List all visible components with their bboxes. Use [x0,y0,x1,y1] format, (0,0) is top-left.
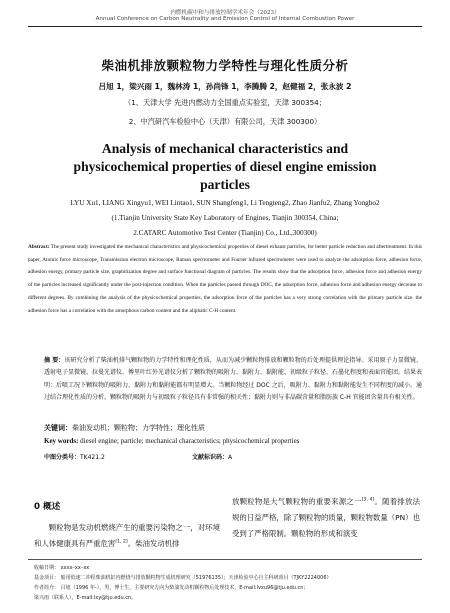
doc-code-value: A [228,454,233,461]
keywords-en-text: diesel engine; particle; mechanical characteristics; physicochemical properties [80,437,300,445]
affiliation-cn-2: 2、中汽研汽车检验中心（天津）有限公司，天津 300300） [128,117,322,126]
abstract-cn-label: 摘 要： [44,357,65,364]
body-right-text: 放颗粒物是大气颗粒物的重要来源之一 [232,497,362,506]
keywords-en-label: Key words: [44,437,79,445]
abstract-cn [44,355,422,405]
body-column-right [232,494,420,542]
citation: [3, 4] [361,497,375,503]
title-en-line-3: particles [200,177,250,192]
citation: [1, 2] [115,539,128,545]
affiliation-en-2: 2.CATARC Automotive Test Center (Tianjin) Co., Ltd.,300300) [133,229,317,237]
abstract-en [28,241,422,317]
footnote-divider [28,559,422,560]
footnote-received: 收稿日期： xxxx–xx–xx [34,565,90,571]
clc-value: TK421.2 [80,454,105,461]
body-column-left [34,520,220,552]
paper-title-en [0,140,450,194]
body-right-text-cont: 。随着排放法规的日益严格，除了颗粒物的质量，颗粒物数量（PN）也受到了严格限制。颗粒物的形成和演变 [232,497,420,538]
section-heading: 0 概述 [34,502,61,512]
conference-title-en: Annual Conference on Carbon Neutrality and Emission Control of Internal Combustion Power [95,16,355,22]
keywords-cn-text: 柴油发动机；颗粒物；力学特性；理化性质 [72,424,205,432]
conference-title-cn: 内燃机碳中和与排放控制学术年会（2023） [170,10,280,16]
keywords-en [44,437,299,445]
paper-title-cn: 柴油机排放颗粒物力学特性与理化性质分析 [101,58,349,73]
body-left-text-cont: 。柴油发动机排 [127,539,180,548]
body-paragraph [34,520,220,552]
footnote-author: 作者简介： 吕旭（1996 年-），男，博士生，主要研究方向为柴油发动机颗粒物后处理技术，E-mail:lvxu96@tju.edu.cn； [34,585,309,591]
title-en-line-2: physicochemical properties of diesel engine emission [73,159,377,174]
abstract-en-label: Abstract: [28,244,50,250]
clc-number [44,452,105,461]
authors-en: LYU Xu1, LIANG Xingyu1, WEI Lintao1, SUN Shangfeng1, Li Tengteng2, Zhao Jianfu2, Zhang Yongbo2 [70,199,380,207]
affiliation-en-1: (1.Tianjin University State Key Laboratory of Engines, Tianjin 300354, China; [111,214,339,222]
document-code [192,452,232,461]
keywords-cn-label: 关键词： [44,424,72,432]
authors-cn: 吕旭 1，梁兴雨 1，魏林涛 1，孙尚锋 1，李腾腾 2，赵健福 2，张永波 2 [98,82,352,91]
keywords-cn [44,423,205,433]
body-paragraph [232,494,420,542]
title-en-line-1: Analysis of mechanical characteristics and [101,141,349,156]
body-left-text: 颗粒物是发动机燃烧产生的重要污染物之一，对环境和人体健康具有严重危害 [34,523,220,548]
abstract-cn-text: 该研究分析了柴油机排气颗粒物的力学特性和理化性质，从而为减少颗粒物排放和颗粒物的后处理提供理论指导。采用原子力显微镜、透射电子显微镜、拉曼光谱仪、傅里叶红外光谱仪分析了颗粒物的吸附力、黏附力、黏附能、初级粒子粒径、石墨化程度和表面官能团。结果表明：后喷工况下颗粒物的吸附力、黏附力和黏附能都有明显增大。当颗粒物经过 DOC 之后，吸附力、黏附力和黏附能发生不同程度的减小。通过结合理化性质的分析，颗粒物的吸附力与初级粒子粒径具有非常强的相关性；黏附力则与非晶碳含量和脂肪族 C-H 官能团含量具有相关性。 [44,357,423,402]
doc-code-label: 文献标识码： [192,454,229,461]
affiliation-cn-1: （1、天津大学 先进内燃动力全国重点实验室，天津 300354； [124,98,326,107]
footnote-contact: 梁兴雨（联系人），E-mail:lxy@tju.edu.cn。 [34,595,137,601]
clc-label: 中图分类号： [44,454,81,461]
header-divider [28,26,422,27]
footnote-fund: 基金项目： 船用低速二冲程柴油机缸内燃烧与排放颗粒物生成机理研究（51976135）；天津检验中心自主科研项目（TJKY2224006） [34,575,332,581]
abstract-en-text: The present study investigated the mechanical characteristics and physicochemical properties of diesel exhaust particles, for better particle reduction and aftertreatment. In this paper, Atomic force microscope, Transmission electron microscope, Raman spectrometer and Fourier infrared spectrometer were used to analyze the adsorption force, adhesion force, adhesion energy, primary particle size, graphitization degree and surface functional diagram of particles. The results show that the adsorption force, adhesion force and adhesion energy of the particles increased significantly under the post-injection condition. When the particles passed through DOC, the adsorption force, adhesion force and adhesion energy decrease to different degrees. By combining the analysis of the physicochemical properties, the adsorption force of the particles has a very strong correlation with the primary particle size. the adhesion force has a correlation with the amorphous carbon content and the aliphatic C-H content. [28,244,422,314]
